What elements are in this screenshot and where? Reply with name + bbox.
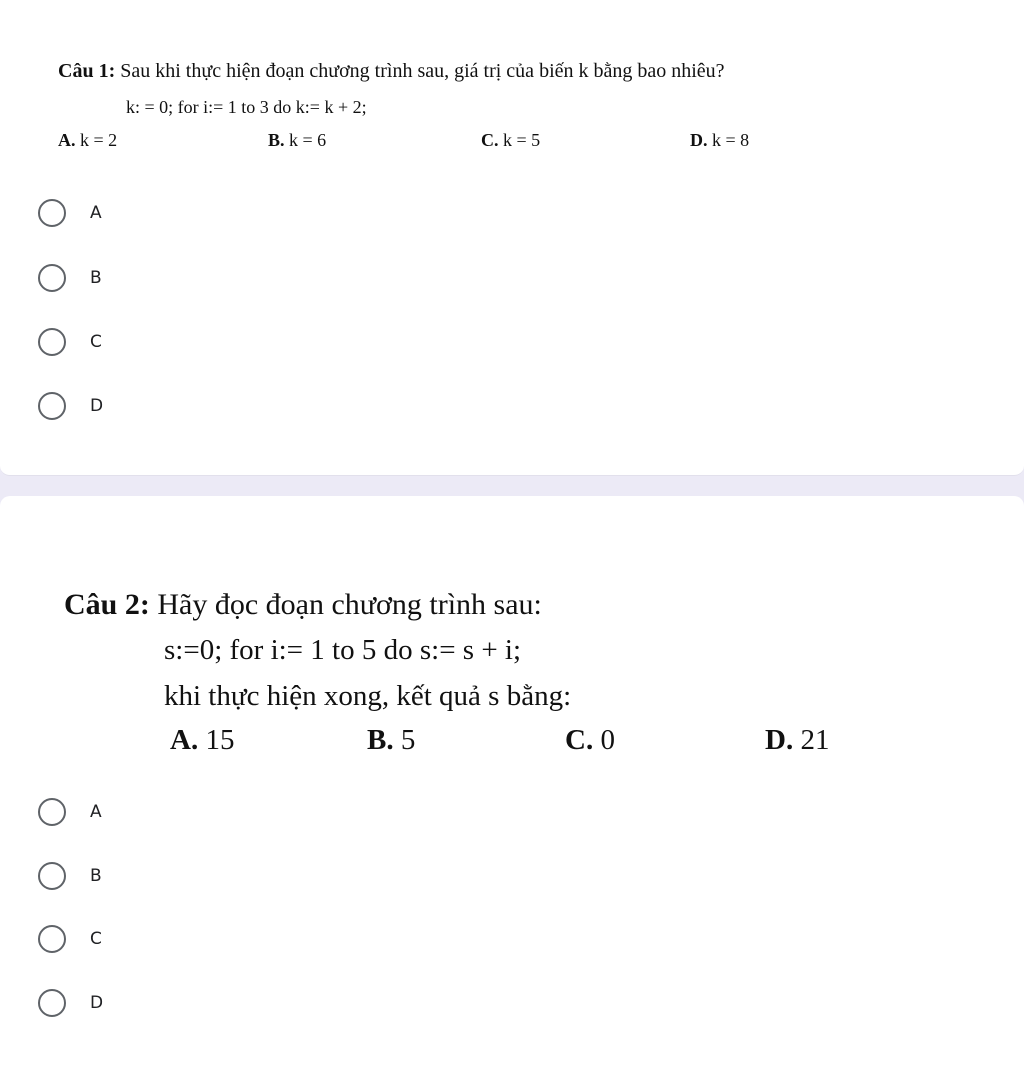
option-letter: A. (58, 130, 76, 150)
radio-button-icon[interactable] (38, 199, 66, 227)
question-card-2 (0, 496, 1024, 1069)
question-1-title (58, 60, 725, 83)
question-1-choice-b[interactable] (38, 261, 102, 295)
radio-button-icon[interactable] (38, 798, 66, 826)
option-text: k = 5 (498, 130, 541, 150)
question-2-prompt: khi thực hiện xong, kết quả s bằng: (164, 680, 572, 712)
choice-label: D (90, 993, 104, 1013)
option-text: 5 (393, 724, 416, 756)
choice-label: A (90, 203, 102, 223)
question-1-option-b (268, 130, 326, 151)
radio-button-icon[interactable] (38, 328, 66, 356)
question-2-choice-b[interactable] (38, 859, 102, 893)
option-letter: C. (565, 724, 594, 756)
option-letter: A. (170, 724, 199, 756)
question-2-option-a (170, 724, 234, 757)
question-2-choice-a[interactable] (38, 795, 102, 829)
question-2-text: Hãy đọc đoạn chương trình sau: (149, 588, 542, 621)
radio-button-icon[interactable] (38, 925, 66, 953)
option-letter: D. (765, 724, 794, 756)
question-2-option-b (367, 724, 415, 757)
choice-label: B (90, 866, 102, 886)
choice-label: C (90, 332, 102, 352)
option-letter: C. (481, 130, 499, 150)
choice-label: D (90, 396, 104, 416)
radio-button-icon[interactable] (38, 989, 66, 1017)
question-1-code: k: = 0; for i:= 1 to 3 do k:= k + 2; (126, 97, 367, 117)
radio-button-icon[interactable] (38, 862, 66, 890)
question-1-option-d (690, 130, 749, 151)
option-text: k = 6 (284, 130, 327, 150)
question-2-title (64, 588, 542, 622)
choice-label: B (90, 268, 102, 288)
option-text: 15 (198, 724, 235, 756)
option-text: k = 2 (75, 130, 118, 150)
question-1-number: Câu 1: (58, 60, 116, 82)
question-2-option-c (565, 724, 615, 757)
question-1-choice-a[interactable] (38, 196, 102, 230)
choice-label: C (90, 929, 102, 949)
option-text: k = 8 (707, 130, 750, 150)
radio-button-icon[interactable] (38, 392, 66, 420)
question-1-option-a (58, 130, 117, 151)
question-1-choice-d[interactable] (38, 389, 103, 423)
option-text: 0 (593, 724, 615, 756)
option-text: 21 (793, 724, 830, 756)
question-2-option-d (765, 724, 829, 757)
question-1-option-c (481, 130, 540, 151)
question-card-1 (0, 0, 1024, 476)
question-2-number: Câu 2: (64, 588, 150, 621)
radio-button-icon[interactable] (38, 264, 66, 292)
question-2-choice-d[interactable] (38, 986, 103, 1020)
choice-label: A (90, 802, 102, 822)
option-letter: B. (268, 130, 285, 150)
question-1-text: Sau khi thực hiện đoạn chương trình sau, giá trị của biến k bằng bao nhiêu? (115, 60, 725, 82)
option-letter: B. (367, 724, 394, 756)
question-2-choice-c[interactable] (38, 922, 102, 956)
option-letter: D. (690, 130, 708, 150)
question-1-choice-c[interactable] (38, 325, 102, 359)
question-2-code: s:=0; for i:= 1 to 5 do s:= s + i; (164, 634, 522, 666)
